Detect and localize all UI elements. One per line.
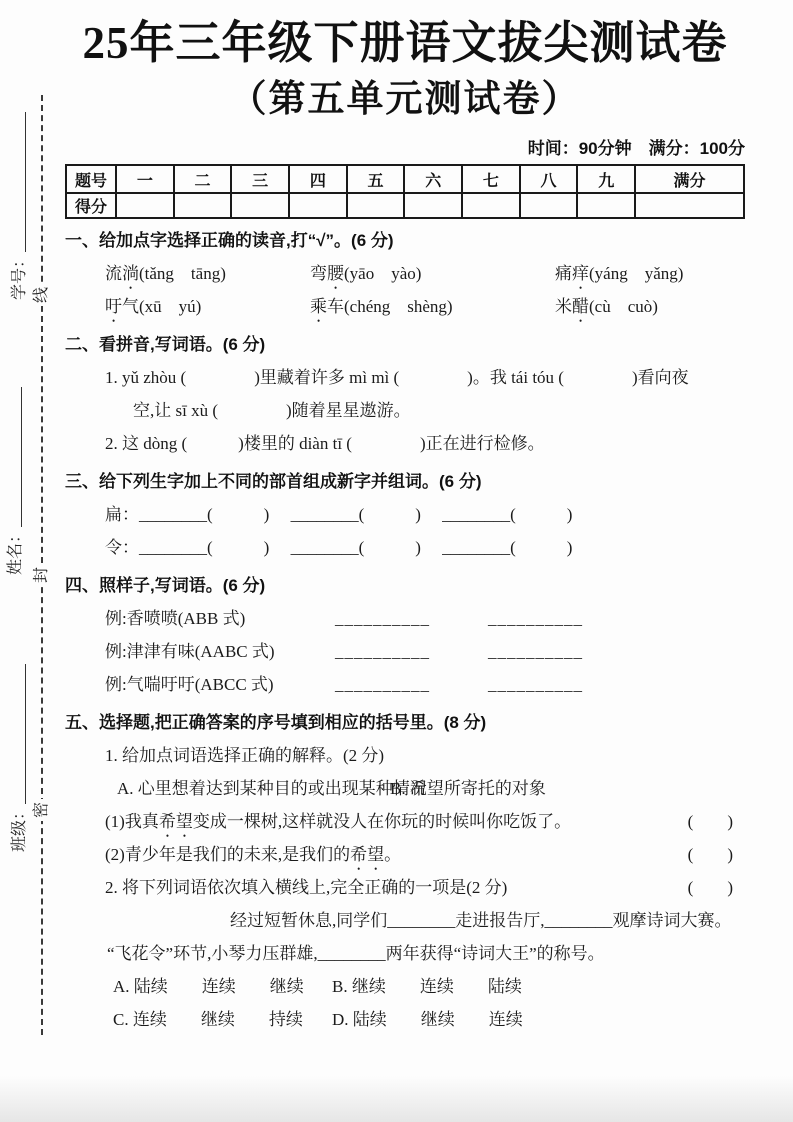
pinyin-choice: (yāo yào) — [344, 264, 422, 284]
score-input-cell — [577, 193, 635, 218]
score-input-cell — [231, 193, 289, 218]
option-d: D. 陆续 继续 连续 — [332, 1010, 523, 1030]
dotted-word: 希望 — [158, 812, 193, 832]
seal-char-feng: 封 — [31, 564, 53, 586]
answer-bracket: ( ) — [687, 812, 733, 832]
q1-item: 吁气(xū yú) — [105, 297, 202, 317]
score-header-cell: 八 — [520, 165, 578, 193]
score-input-cell — [520, 193, 578, 218]
section-3-header: 三、给下列生字加上不同的部首组成新字并组词。(6 分) — [65, 472, 482, 492]
name-field — [3, 375, 29, 575]
q5-sub2-passage-1: 经过短暂休息,同学们________走进报告厅,________观摩诗词大赛。 — [230, 911, 732, 931]
score-table — [65, 164, 745, 219]
dotted-char: 腰 — [327, 264, 344, 284]
paper-content — [65, 0, 745, 1036]
answer-bracket: ( ) — [687, 878, 733, 898]
dotted-char: 淌 — [122, 264, 139, 284]
q3-row-ling: 令：________( ) ________( ) ________( ) — [105, 538, 573, 558]
section-1-header: 一、给加点字选择正确的读音,打“√”。(6 分) — [65, 231, 394, 251]
name-label: 姓名： — [7, 526, 24, 575]
q5-sub1-sentence-2 — [105, 838, 745, 871]
q5-sub2-label: 2. 将下列词语依次填入横线上,完全正确的一项是(2 分) — [105, 878, 508, 898]
class-blank — [11, 664, 26, 804]
pinyin-choice: (chéng shèng) — [344, 297, 453, 317]
score-header-cell: 六 — [404, 165, 462, 193]
dotted-char: 乘 — [310, 297, 327, 317]
score-header-cell: 九 — [577, 165, 635, 193]
q1-item: 米醋(cù cuò) — [555, 297, 658, 317]
section-4-header: 四、照样子,写词语。(6 分) — [65, 576, 266, 596]
score-table-header-row — [66, 165, 744, 193]
q5-sub1-label: 1. 给加点词语选择正确的解释。(2 分) — [105, 746, 385, 766]
dotted-char: 醋 — [572, 297, 589, 317]
score-input-cell — [289, 193, 347, 218]
q1-row-2 — [105, 290, 745, 323]
dotted-char: 痒 — [572, 264, 589, 284]
score-header-cell: 一 — [116, 165, 174, 193]
pinyin-choice: (cù cuò) — [589, 297, 658, 317]
answer-bracket: ( ) — [687, 845, 733, 865]
q4-example: 例:津津有味(AABC 式) — [105, 642, 275, 662]
q1-item: 流淌(tǎng tāng) — [105, 264, 226, 284]
section-2-header: 二、看拼音,写词语。(6 分) — [65, 335, 266, 355]
student-id-label: 学号： — [11, 251, 28, 300]
pinyin-choice: (tǎng tāng) — [139, 264, 226, 284]
score-header-cell: 七 — [462, 165, 520, 193]
pinyin-choice: (xū yú) — [139, 297, 202, 317]
q5-sub2-options-ab — [113, 970, 745, 1003]
sentence-text: (2)青少年是我们的未来,是我们的希望。 — [105, 845, 402, 865]
q4-row-abb — [105, 602, 745, 635]
page-subtitle: （第五单元测试卷） — [229, 78, 581, 120]
score-input-cell — [404, 193, 462, 218]
score-header-cell: 五 — [347, 165, 405, 193]
exam-meta: 时间：90分钟 满分：100分 — [527, 139, 745, 159]
score-header-cell: 二 — [174, 165, 232, 193]
q1-item: 痛痒(yáng yǎng) — [555, 264, 684, 284]
option-a: A. 心里想着达到某种目的或出现某种情况 — [117, 779, 427, 799]
score-table-score-row — [66, 193, 744, 218]
score-input-cell — [116, 193, 174, 218]
q5-sub2-options-cd — [113, 1003, 745, 1036]
option-c: C. 连续 继续 持续 — [113, 1010, 303, 1030]
answer-blank: __________ — [335, 642, 430, 662]
q4-example: 例:气喘吁吁(ABCC 式) — [105, 675, 274, 695]
sentence-text: (1)我真希望变成一棵树,这样就没人在你玩的时候叫你吃饭了。 — [105, 812, 572, 832]
q5-sub1-sentence-1 — [105, 805, 745, 838]
q2-item-1-line-1: 1. yǔ zhòu ( )里藏着许多 mì mì ( )。我 tái tóu ( )看向夜 — [105, 368, 689, 388]
answer-blank: __________ — [488, 642, 583, 662]
q2-item-2: 2. 这 dòng ( )楼里的 diàn tī ( )正在进行检修。 — [105, 434, 545, 454]
q4-row-abcc — [105, 668, 745, 701]
q5-sub2-label-row — [105, 871, 745, 904]
scan-shadow — [0, 1076, 793, 1122]
class-field — [7, 652, 33, 852]
score-header-cell: 三 — [231, 165, 289, 193]
option-a: A. 陆续 连续 继续 — [113, 977, 304, 997]
seal-char-mi: 密 — [31, 799, 53, 821]
option-b: B. 继续 连续 陆续 — [332, 977, 522, 997]
q1-item: 弯腰(yāo yào) — [310, 264, 422, 284]
option-b: B. 希望所寄托的对象 — [390, 779, 546, 799]
score-header-cell: 题号 — [66, 165, 116, 193]
score-row-label: 得分 — [66, 193, 116, 218]
answer-blank: __________ — [335, 675, 430, 695]
q5-sub2-passage-2: “飞花令”环节,小琴力压群雄,________两年获得“诗词大王”的称号。 — [107, 944, 605, 964]
section-5-header: 五、选择题,把正确答案的序号填到相应的括号里。(8 分) — [65, 713, 487, 733]
score-header-cell: 四 — [289, 165, 347, 193]
q1-row-1 — [105, 257, 745, 290]
score-header-cell: 满分 — [635, 165, 744, 193]
page-title: 25年三年级下册语文拔尖测试卷 — [82, 18, 728, 68]
answer-blank: __________ — [488, 609, 583, 629]
dotted-char: 吁 — [105, 297, 122, 317]
q4-row-aabc — [105, 635, 745, 668]
q3-row-bian: 扁：________( ) ________( ) ________( ) — [105, 505, 573, 525]
answer-blank: __________ — [488, 675, 583, 695]
score-input-cell — [462, 193, 520, 218]
seal-char-xian: 线 — [31, 284, 53, 306]
name-blank — [7, 387, 22, 527]
q5-sub1-options — [117, 772, 745, 805]
student-id-blank — [11, 112, 26, 252]
score-input-cell — [635, 193, 744, 218]
q4-example: 例:香喷喷(ABB 式) — [105, 609, 246, 629]
q1-item: 乘车(chéng shèng) — [310, 297, 453, 317]
dotted-word: 希望 — [350, 845, 385, 865]
score-input-cell — [174, 193, 232, 218]
score-input-cell — [347, 193, 405, 218]
q2-item-1-line-2: 空,让 sī xù ( )随着星星遨游。 — [133, 401, 411, 421]
answer-blank: __________ — [335, 609, 430, 629]
class-label: 班级： — [11, 803, 28, 852]
pinyin-choice: (yáng yǎng) — [589, 264, 684, 284]
student-id-field — [7, 100, 33, 300]
